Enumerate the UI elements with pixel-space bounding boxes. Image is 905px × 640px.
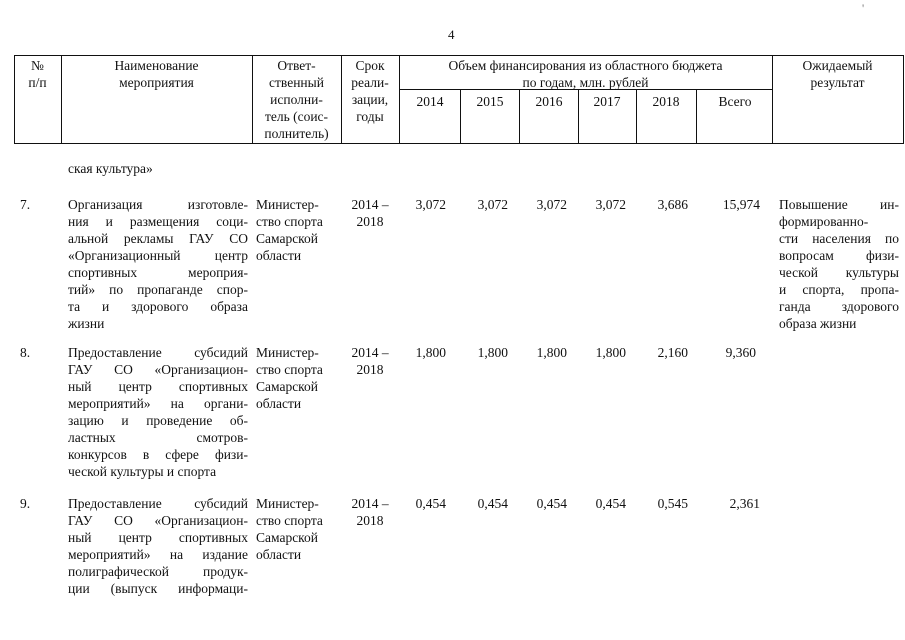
page-number: 4 bbox=[448, 27, 455, 42]
header-name: Наименование мероприятия bbox=[114, 58, 199, 90]
value-2016: 3,072 bbox=[536, 197, 567, 212]
header-finance: Объем финансирования из областного бюджета по годам, млн. рублей bbox=[448, 58, 723, 90]
header-year: 2015 bbox=[476, 94, 504, 109]
row-name: Организация изготовле- ния и размещения соци- альной рекламы ГАУ СО «Организационный центр спортивных мероприя- тий» по пропаганде спор- та и здорового образа жизни bbox=[68, 197, 248, 331]
value-2017: 0,454 bbox=[595, 496, 626, 511]
corner-mark: ' bbox=[862, 1, 865, 15]
row-term: 2014 – 2018 bbox=[351, 345, 389, 377]
header-executor: Ответ- ственный исполни- тель (соис- полнитель) bbox=[264, 58, 329, 141]
row-number: 7. bbox=[20, 197, 31, 212]
header-year: 2016 bbox=[535, 94, 563, 109]
row-executor: Министер- ство спорта Самарской области bbox=[256, 345, 323, 411]
value-total: 2,361 bbox=[729, 496, 760, 511]
header-vline bbox=[903, 55, 904, 144]
value-2014: 1,800 bbox=[415, 345, 446, 360]
row-name: Предоставление субсидий ГАУ СО «Организацион- ный центр спортивных мероприятий» на издание полиграфической продук- ции (выпуск информаци- bbox=[68, 496, 248, 596]
value-2018: 3,686 bbox=[657, 197, 688, 212]
value-2014: 0,454 bbox=[415, 496, 446, 511]
row-executor: Министер- ство спорта Самарской области bbox=[256, 496, 323, 562]
header-year: 2018 bbox=[652, 94, 680, 109]
value-2018: 2,160 bbox=[657, 345, 688, 360]
header-top-border bbox=[14, 55, 904, 56]
row-number: 9. bbox=[20, 496, 31, 511]
row-executor: Министер- ство спорта Самарской области bbox=[256, 197, 323, 263]
value-2014: 3,072 bbox=[415, 197, 446, 212]
row-name: Предоставление субсидий ГАУ СО «Организацион- ный центр спортивных мероприятий» на органи- зацию и проведение об- ластных смотров- конкурсов в сфере физи- ческой культуры и спорта bbox=[68, 345, 248, 479]
row-result: Повышение ин- формированно- сти населения по вопросам физи- ческой культуры и спорта, пропа- ганда здорового образа жизни bbox=[779, 197, 899, 331]
value-2016: 0,454 bbox=[536, 496, 567, 511]
value-2015: 0,454 bbox=[477, 496, 508, 511]
header-result: Ожидаемый результат bbox=[802, 58, 873, 90]
row-term: 2014 – 2018 bbox=[351, 496, 389, 528]
header-bottom-border bbox=[14, 143, 904, 144]
header-total: Всего bbox=[718, 94, 752, 109]
header-vline bbox=[696, 89, 697, 144]
header-term: Срок реали- зации, годы bbox=[351, 58, 389, 124]
row-term: 2014 – 2018 bbox=[351, 197, 389, 229]
header-year: 2014 bbox=[416, 94, 444, 109]
header-num: № п/п bbox=[28, 58, 47, 90]
continuation-text: ская культура» bbox=[68, 161, 153, 176]
value-total: 15,974 bbox=[722, 197, 760, 212]
value-total: 9,360 bbox=[725, 345, 756, 360]
value-2016: 1,800 bbox=[536, 345, 567, 360]
value-2018: 0,545 bbox=[657, 496, 688, 511]
value-2015: 3,072 bbox=[477, 197, 508, 212]
value-2017: 3,072 bbox=[595, 197, 626, 212]
value-2015: 1,800 bbox=[477, 345, 508, 360]
header-year: 2017 bbox=[593, 94, 621, 109]
value-2017: 1,800 bbox=[595, 345, 626, 360]
row-number: 8. bbox=[20, 345, 31, 360]
